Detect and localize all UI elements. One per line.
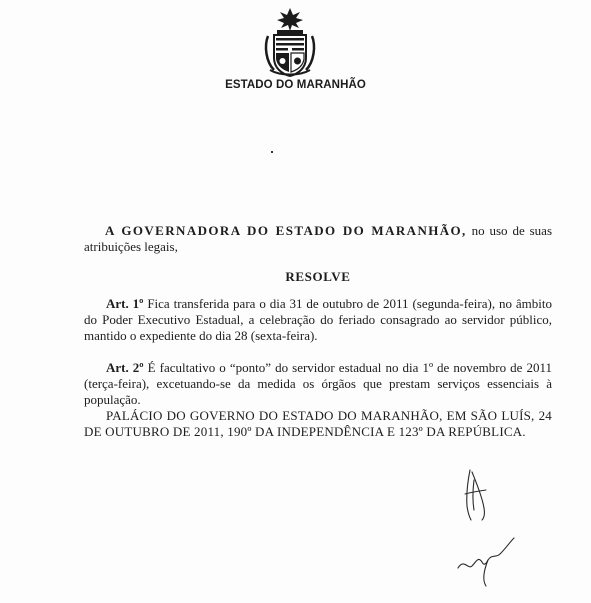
governor-title: A GOVERNADORA DO ESTADO DO MARANHÃO, — [105, 223, 467, 238]
resolve-heading: RESOLVE — [285, 269, 351, 284]
paper-speck — [271, 151, 273, 153]
intro-text: no uso de suas atribuições legais, — [84, 223, 552, 254]
closing-paragraph: PALÁCIO DO GOVERNO DO ESTADO DO MARANHÃO, EM SÃO LUÍS, 24 DE OUTUBRO DE 2011, 190º DA INDEPENDÊNCIA E 123º DA REPÚBLICA. — [84, 408, 552, 439]
article-1 — [84, 296, 552, 344]
article-2-label: Art. 2º — [106, 360, 144, 375]
state-name-heading: ESTADO DO MARANHÃO — [225, 79, 366, 91]
handwritten-signature-icon — [448, 458, 538, 593]
article-2 — [84, 360, 552, 408]
article-2-text: É facultativo o “ponto” do servidor estadual no dia 1º de novembro de 2011 (terça-feira), excetuando-se da medida os órgãos que prestam serviços essenciais à população. — [84, 360, 552, 407]
article-1-text: Fica transferida para o dia 31 de outubro de 2011 (segunda-feira), no âmbito do Poder Executivo Estadual, a celebração do feriado consagrado ao servidor público, mantido o expediente do dia 28 (sexta-feira). — [84, 296, 552, 343]
article-1-label: Art. 1º — [106, 296, 144, 311]
intro-paragraph — [84, 223, 552, 255]
state-coat-of-arms-icon — [262, 6, 318, 78]
